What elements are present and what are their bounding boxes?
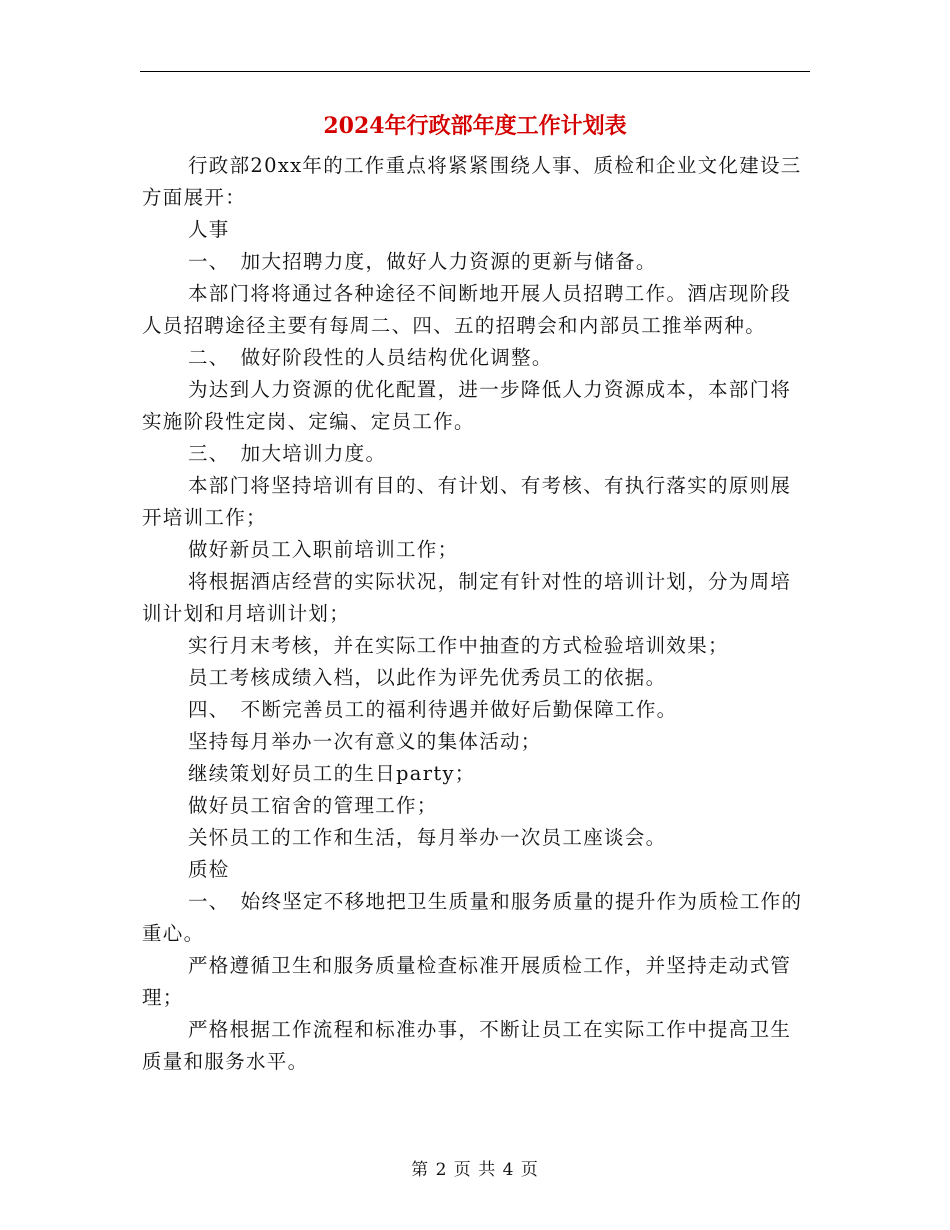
- paragraph: 行政部20xx年的工作重点将紧紧围绕人事、质检和企业文化建设三方面展开：: [142, 154, 802, 209]
- paragraph: 员工考核成绩入档，以此作为评先优秀员工的依据。: [188, 666, 667, 689]
- page-footer: 第 2 页 共 4 页: [411, 1160, 539, 1180]
- list-item: 一、 始终坚定不移地把卫生质量和服务质量的提升作为质检工作的重心。: [142, 890, 803, 945]
- paragraph: 关怀员工的工作和生活，每月举办一次员工座谈会。: [188, 826, 667, 849]
- paragraph: 实行月末考核，并在实际工作中抽查的方式检验培训效果；: [188, 634, 729, 657]
- document-body: [142, 150, 810, 1078]
- paragraph: 本部门将将通过各种途径不间断地开展人员招聘工作。酒店现阶段人员招聘途径主要有每周二、四、五的招聘会和内部员工推举两种。: [142, 282, 792, 337]
- paragraph: 做好新员工入职前培训工作；: [188, 538, 459, 561]
- paragraph: 坚持每月举办一次有意义的集体活动；: [188, 730, 542, 753]
- section-heading-quality: 质检: [188, 858, 230, 881]
- header-rule: [140, 71, 810, 72]
- list-item: 一、 加大招聘力度，做好人力资源的更新与储备。: [188, 250, 657, 273]
- list-item: 四、 不断完善员工的福利待遇并做好后勤保障工作。: [188, 698, 678, 721]
- document-title: 2024年行政部年度工作计划表: [323, 113, 627, 139]
- list-item: 三、 加大培训力度。: [188, 442, 387, 465]
- list-item: 二、 做好阶段性的人员结构优化调整。: [188, 346, 553, 369]
- paragraph: 继续策划好员工的生日party；: [188, 762, 476, 785]
- paragraph: 本部门将坚持培训有目的、有计划、有考核、有执行落实的原则展开培训工作；: [142, 474, 792, 529]
- paragraph: 严格遵循卫生和服务质量检查标准开展质检工作，并坚持走动式管理；: [142, 954, 792, 1009]
- paragraph: 为达到人力资源的优化配置，进一步降低人力资源成本，本部门将实施阶段性定岗、定编、定员工作。: [142, 378, 792, 433]
- paragraph: 将根据酒店经营的实际状况，制定有针对性的培训计划，分为周培训计划和月培训计划；: [142, 570, 792, 625]
- paragraph: 做好员工宿舍的管理工作；: [188, 794, 438, 817]
- paragraph: 严格根据工作流程和标准办事，不断让员工在实际工作中提高卫生质量和服务水平。: [142, 1018, 792, 1073]
- section-heading-personnel: 人事: [188, 218, 230, 241]
